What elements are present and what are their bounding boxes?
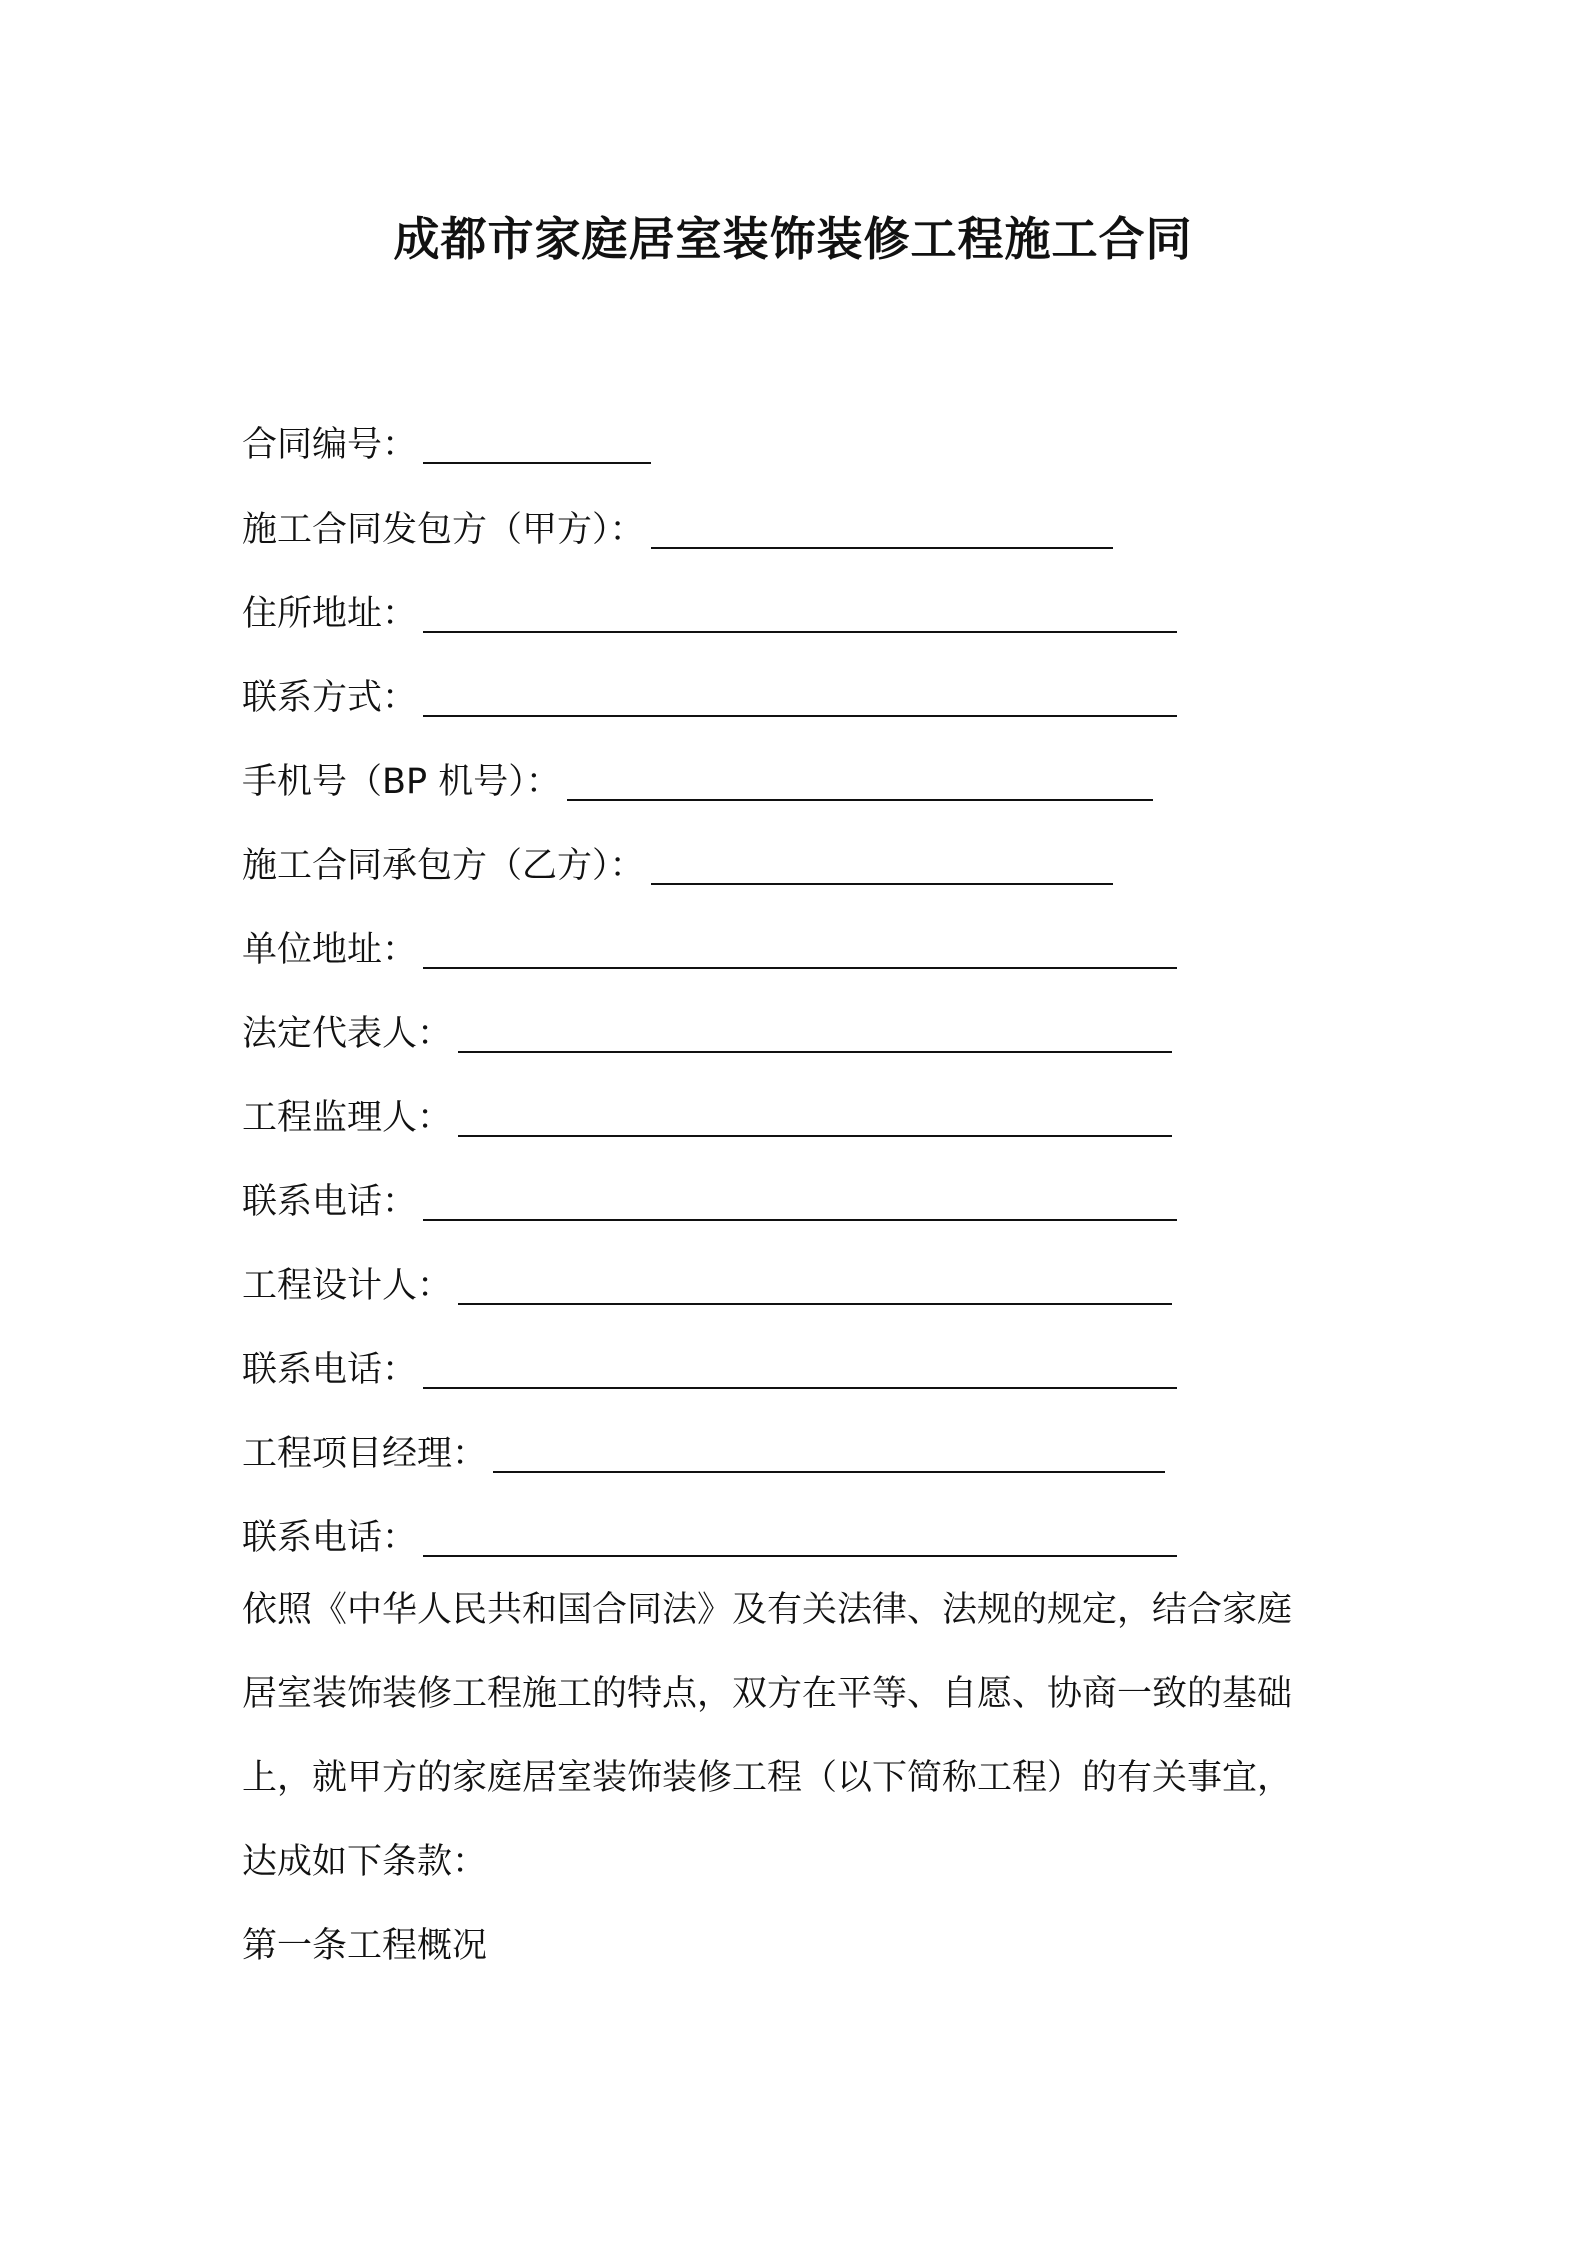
supervisor-phone-blank[interactable] [423, 1185, 1177, 1221]
party-b-field [242, 839, 1113, 887]
project-manager-field [242, 1427, 1165, 1475]
contract-number-field [242, 418, 651, 466]
supervisor-blank[interactable] [458, 1101, 1172, 1137]
preamble-line-2: 居室装饰装修工程施工的特点，双方在平等、自愿、协商一致的基础 [242, 1674, 1293, 1714]
party-a-contact-blank[interactable] [423, 681, 1177, 717]
designer-phone-blank[interactable] [423, 1353, 1177, 1389]
supervisor-label: 工程监理人： [242, 1098, 453, 1138]
project-manager-label: 工程项目经理： [242, 1434, 488, 1474]
mobile-field [242, 755, 1153, 803]
designer-field [242, 1259, 1172, 1307]
party-a-address-label: 住所地址： [242, 594, 418, 634]
project-manager-blank[interactable] [493, 1437, 1165, 1473]
legal-rep-blank[interactable] [458, 1017, 1172, 1053]
designer-label: 工程设计人： [242, 1266, 453, 1306]
contract-number-blank[interactable] [423, 428, 651, 464]
manager-phone-blank[interactable] [423, 1521, 1177, 1557]
party-b-address-label: 单位地址： [242, 930, 418, 970]
party-b-address-blank[interactable] [423, 933, 1177, 969]
party-b-blank[interactable] [651, 849, 1113, 885]
preamble-line-1: 依照《中华人民共和国合同法》及有关法律、法规的规定，结合家庭 [242, 1590, 1293, 1630]
supervisor-field [242, 1091, 1172, 1139]
party-a-address-blank[interactable] [423, 597, 1177, 633]
legal-rep-label: 法定代表人： [242, 1014, 453, 1054]
manager-phone-field [242, 1511, 1177, 1559]
party-a-label: 施工合同发包方（甲方）： [242, 510, 645, 550]
contract-number-label: 合同编号： [242, 425, 418, 465]
party-a-contact-label: 联系方式： [242, 678, 418, 718]
party-a-address-field [242, 587, 1177, 635]
section-heading: 第一条工程概况 [242, 1926, 488, 1966]
preamble-line-3: 上，就甲方的家庭居室装饰装修工程（以下简称工程）的有关事宜， [242, 1758, 1293, 1798]
mobile-blank[interactable] [567, 765, 1153, 801]
party-b-address-field [242, 923, 1177, 971]
legal-rep-field [242, 1007, 1172, 1055]
party-a-blank[interactable] [651, 513, 1113, 549]
preamble-line-4: 达成如下条款： [242, 1842, 488, 1882]
party-b-label: 施工合同承包方（乙方）： [242, 846, 645, 886]
designer-phone-label: 联系电话： [242, 1350, 418, 1390]
mobile-label: 手机号（BP 机号）： [242, 762, 561, 802]
supervisor-phone-label: 联系电话： [242, 1182, 418, 1222]
manager-phone-label: 联系电话： [242, 1518, 418, 1558]
party-a-contact-field [242, 671, 1177, 719]
designer-blank[interactable] [458, 1269, 1172, 1305]
designer-phone-field [242, 1343, 1177, 1391]
supervisor-phone-field [242, 1175, 1177, 1223]
document-title: 成都市家庭居室装饰装修工程施工合同 [393, 212, 1193, 266]
party-a-field [242, 503, 1113, 551]
